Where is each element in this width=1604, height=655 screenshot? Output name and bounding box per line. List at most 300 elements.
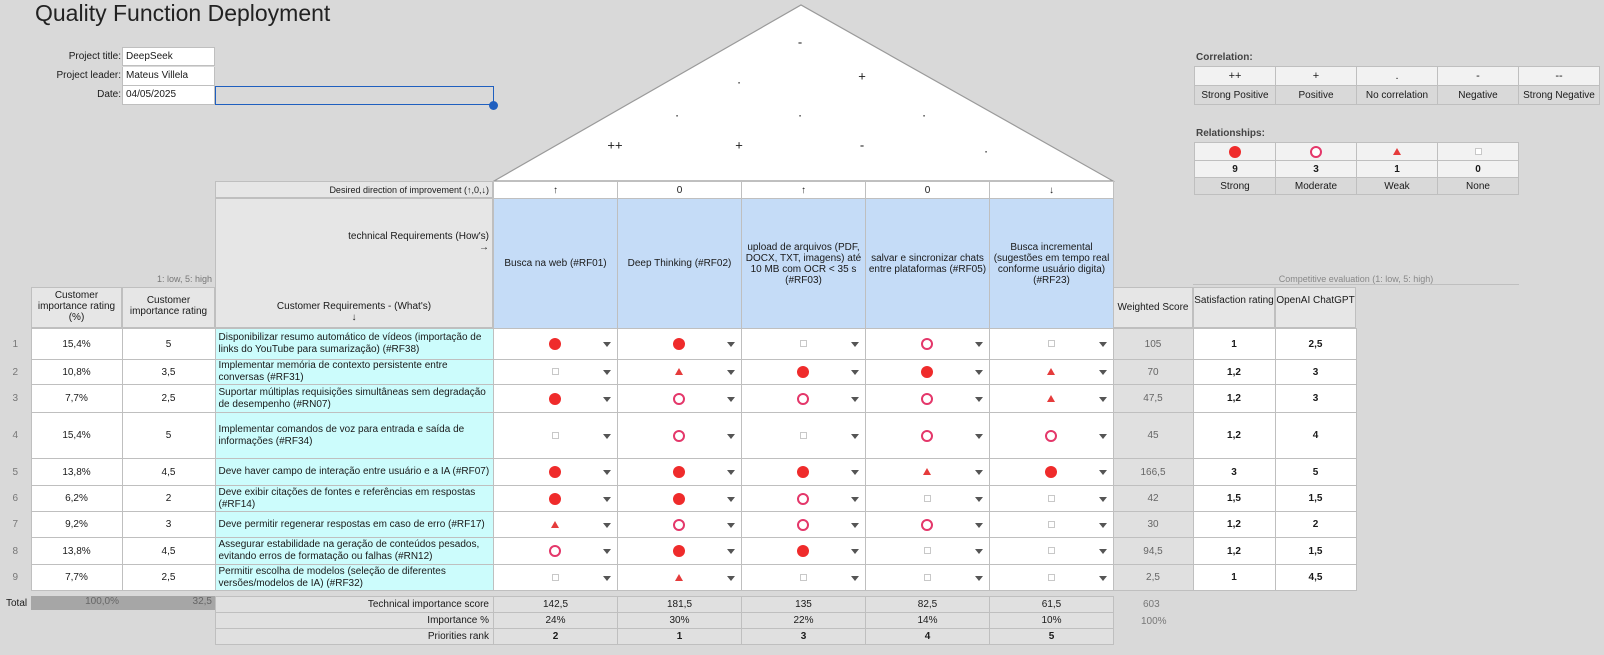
roof-symbol[interactable]: - [859, 137, 865, 153]
no-relationship-icon [1048, 521, 1055, 528]
satisfaction-cell[interactable]: 1 [1193, 565, 1275, 591]
table-row [0, 329, 1356, 360]
tech-pct: 14% [866, 613, 990, 629]
chevron-down-icon[interactable] [1099, 370, 1107, 375]
date-field[interactable]: 04/05/2025 [122, 86, 215, 105]
roof-symbol[interactable]: - [797, 34, 803, 50]
chevron-down-icon[interactable] [1099, 342, 1107, 347]
tech-pct: 10% [990, 613, 1114, 629]
chevron-down-icon[interactable] [851, 523, 859, 528]
selected-cell-range[interactable] [215, 86, 494, 105]
relationship-cell[interactable] [617, 459, 741, 486]
chevron-down-icon[interactable] [1099, 470, 1107, 475]
moderate-relationship-icon [797, 519, 809, 531]
relationship-cell[interactable] [865, 385, 989, 413]
relationship-cell[interactable] [741, 538, 865, 565]
relationship-cell[interactable] [989, 565, 1113, 591]
roof-symbol[interactable]: ++ [607, 137, 623, 153]
chevron-down-icon[interactable] [603, 470, 611, 475]
chevron-down-icon[interactable] [727, 434, 735, 439]
direction-cell[interactable]: ↑ [742, 182, 866, 199]
importance-cell[interactable]: 4,5 [122, 459, 215, 486]
total-pct: 100,0% [31, 596, 122, 610]
relationships-legend [1194, 142, 1519, 195]
relationship-cell[interactable] [493, 413, 617, 459]
weighted-header: Weighted Score [1113, 287, 1193, 328]
no-relationship-icon [1475, 148, 1482, 155]
competitor-cell[interactable]: 3 [1275, 385, 1356, 413]
requirements-header [215, 198, 493, 328]
strong-relationship-icon [673, 493, 685, 505]
no-relationship-icon [552, 432, 559, 439]
no-relationship-icon [800, 340, 807, 347]
relationship-cell[interactable] [493, 360, 617, 385]
chevron-down-icon[interactable] [727, 342, 735, 347]
importance-cell[interactable]: 5 [122, 329, 215, 360]
priorities-label: Priorities rank [216, 629, 494, 645]
row-number: 6 [12, 493, 19, 504]
customer-requirement-cell[interactable]: Suportar múltiplas requisições simultâneas sem degradação de desempenho (#RN07) [215, 385, 493, 413]
importance-cell[interactable]: 2 [122, 486, 215, 512]
project-leader-field[interactable]: Mateus Villela [122, 67, 215, 86]
moderate-relationship-icon [797, 493, 809, 505]
strong-relationship-icon [921, 366, 933, 378]
technical-label [348, 231, 489, 253]
chevron-down-icon[interactable] [851, 434, 859, 439]
importance-header: Customer importance rating [122, 287, 215, 328]
correlation-roof [493, 4, 1115, 182]
relationship-cell[interactable] [617, 565, 741, 591]
strong-relationship-icon [797, 366, 809, 378]
no-relationship-icon [924, 574, 931, 581]
importance-pct-label: Importance % [216, 613, 494, 629]
total-label: Total [6, 598, 28, 609]
no-relationship-icon [1048, 495, 1055, 502]
satisfaction-cell[interactable]: 1 [1193, 329, 1275, 360]
customer-requirement-cell[interactable]: Implementar memória de contexto persistente entre conversas (#RF31) [215, 360, 493, 385]
weighted-score-cell: 45 [1113, 413, 1193, 459]
satisfaction-cell[interactable]: 1,2 [1193, 538, 1275, 565]
competitor-cell[interactable]: 4 [1275, 413, 1356, 459]
chevron-down-icon[interactable] [727, 370, 735, 375]
relationship-cell[interactable] [865, 538, 989, 565]
relationship-cell[interactable] [865, 512, 989, 538]
summary-table [215, 596, 1114, 645]
correlation-legend [1194, 66, 1600, 105]
row-number: 7 [12, 519, 19, 530]
relationship-cell[interactable] [989, 360, 1113, 385]
relationship-cell[interactable] [989, 385, 1113, 413]
tech-score: 142,5 [494, 597, 618, 613]
tech-req-cell[interactable]: Busca na web (#RF01) [494, 199, 618, 329]
down-arrow-icon: ↓ [351, 312, 357, 323]
table-row [0, 538, 1356, 565]
roof-symbol[interactable]: . [922, 104, 926, 120]
relationship-cell[interactable] [493, 385, 617, 413]
chevron-down-icon[interactable] [603, 434, 611, 439]
satisfaction-cell[interactable]: 1,2 [1193, 360, 1275, 385]
chevron-down-icon[interactable] [603, 397, 611, 402]
scale-note: 1: low, 5: high [156, 274, 212, 284]
technical-text: technical Requirements (How's) [348, 231, 489, 242]
strong-relationship-icon [1045, 466, 1057, 478]
strong-relationship-icon [797, 545, 809, 557]
chevron-down-icon[interactable] [1099, 523, 1107, 528]
importance-cell[interactable]: 2,5 [122, 385, 215, 413]
chevron-down-icon[interactable] [1099, 397, 1107, 402]
chevron-down-icon[interactable] [851, 397, 859, 402]
qfd-matrix [0, 328, 1357, 591]
priority-rank: 4 [866, 629, 990, 645]
technical-requirements-row [493, 198, 1114, 329]
chevron-down-icon[interactable] [975, 523, 983, 528]
customer-requirement-cell[interactable]: Deve exibir citações de fontes e referências em respostas (#RF14) [215, 486, 493, 512]
relationship-cell[interactable] [865, 329, 989, 360]
legend-label: Positive [1276, 86, 1357, 105]
project-leader-label: Project leader: [56, 70, 121, 81]
competitor-cell[interactable]: 1,5 [1275, 538, 1356, 565]
moderate-relationship-icon [673, 393, 685, 405]
chevron-down-icon[interactable] [603, 370, 611, 375]
competitor-cell[interactable]: 4,5 [1275, 565, 1356, 591]
chevron-down-icon[interactable] [727, 497, 735, 502]
table-row [0, 565, 1356, 591]
direction-cell[interactable]: 0 [618, 182, 742, 199]
direction-label: Desired direction of improvement (↑,0,↓) [215, 181, 493, 198]
competitor-cell[interactable]: 2 [1275, 512, 1356, 538]
customer-requirement-cell[interactable]: Permitir escolha de modelos (seleção de diferentes versões/modelos de IA) (#RF32) [215, 565, 493, 591]
satisfaction-cell[interactable]: 1,2 [1193, 512, 1275, 538]
row-number: 1 [12, 338, 19, 350]
competitor-cell[interactable]: 5 [1275, 459, 1356, 486]
relationship-cell[interactable] [741, 565, 865, 591]
priority-rank: 1 [618, 629, 742, 645]
importance-cell[interactable]: 4,5 [122, 538, 215, 565]
importance-cell[interactable]: 5 [122, 413, 215, 459]
chevron-down-icon[interactable] [1099, 549, 1107, 554]
relationship-cell[interactable] [741, 459, 865, 486]
negative-symbol: - [1438, 67, 1519, 86]
competitor-cell[interactable]: 3 [1275, 360, 1356, 385]
priority-rank: 5 [990, 629, 1114, 645]
moderate-relationship-icon [673, 519, 685, 531]
relationship-cell[interactable] [741, 512, 865, 538]
relationship-cell[interactable] [493, 512, 617, 538]
legend-label: Moderate [1276, 178, 1357, 195]
total-importance: 32,5 [122, 596, 215, 610]
strong-relationship-icon [1229, 146, 1241, 158]
relationship-cell[interactable] [865, 360, 989, 385]
importance-cell[interactable]: 2,5 [122, 565, 215, 591]
competitive-label: Competitive evaluation (1: low, 5: high) [1193, 274, 1519, 285]
weak-relationship-icon [551, 521, 559, 528]
weighted-score-cell: 105 [1113, 329, 1193, 360]
legend-value: 1 [1357, 161, 1438, 178]
moderate-relationship-icon [1045, 430, 1057, 442]
chevron-down-icon[interactable] [975, 470, 983, 475]
competitor-cell[interactable]: 2,5 [1275, 329, 1356, 360]
no-relationship-icon [800, 432, 807, 439]
moderate-relationship-icon [921, 519, 933, 531]
chevron-down-icon[interactable] [603, 523, 611, 528]
project-title-label: Project title: [68, 51, 121, 62]
relationship-cell[interactable] [741, 329, 865, 360]
direction-cell[interactable]: ↓ [990, 182, 1114, 199]
importance-pct-cell[interactable]: 7,7% [31, 565, 122, 591]
chevron-down-icon[interactable] [1099, 576, 1107, 581]
moderate-relationship-icon [921, 338, 933, 350]
tech-pct: 22% [742, 613, 866, 629]
weighted-score-cell: 70 [1113, 360, 1193, 385]
weighted-score-cell: 30 [1113, 512, 1193, 538]
legend-label: Weak [1357, 178, 1438, 195]
importance-pct-cell[interactable]: 13,8% [31, 459, 122, 486]
legend-label: None [1438, 178, 1519, 195]
weak-relationship-icon [1047, 395, 1055, 402]
legend-label: No correlation [1357, 86, 1438, 105]
relationship-cell[interactable] [617, 538, 741, 565]
weighted-score-cell: 166,5 [1113, 459, 1193, 486]
roof-symbol[interactable]: . [675, 104, 679, 120]
relationship-cell[interactable] [617, 385, 741, 413]
importance-cell[interactable]: 3 [122, 512, 215, 538]
legend-label: Negative [1438, 86, 1519, 105]
legend-label: Strong Positive [1195, 86, 1276, 105]
satisfaction-cell[interactable]: 1,5 [1193, 486, 1275, 512]
customer-label [216, 301, 492, 323]
row-number: 3 [12, 393, 19, 404]
relationship-cell[interactable] [617, 512, 741, 538]
relationship-cell[interactable] [493, 486, 617, 512]
weighted-score-cell: 47,5 [1113, 385, 1193, 413]
table-row [0, 512, 1356, 538]
relationship-cell[interactable] [617, 486, 741, 512]
importance-pct-cell[interactable]: 10,8% [31, 360, 122, 385]
customer-text: Customer Requirements - (What's) [276, 301, 432, 312]
table-row [0, 413, 1356, 459]
chevron-down-icon[interactable] [975, 397, 983, 402]
customer-requirement-cell[interactable]: Deve permitir regenerar respostas em caso de erro (#RF17) [215, 512, 493, 538]
weighted-score-cell: 42 [1113, 486, 1193, 512]
row-number: 9 [12, 572, 19, 583]
no-relationship-icon [552, 574, 559, 581]
chevron-down-icon[interactable] [975, 576, 983, 581]
roof-symbol[interactable]: + [735, 137, 743, 153]
strong-relationship-icon [549, 338, 561, 350]
relationship-cell[interactable] [865, 565, 989, 591]
relationship-cell[interactable] [617, 413, 741, 459]
importance-pct-header: Customer importance rating (%) [31, 287, 122, 328]
strong-relationship-icon [673, 545, 685, 557]
strong-relationship-icon [673, 338, 685, 350]
chevron-down-icon[interactable] [727, 470, 735, 475]
chevron-down-icon[interactable] [851, 470, 859, 475]
strong-negative-symbol: -- [1519, 67, 1600, 86]
relationship-cell[interactable] [989, 538, 1113, 565]
importance-pct-cell[interactable]: 7,7% [31, 385, 122, 413]
legend-label: Strong Negative [1519, 86, 1600, 105]
satisfaction-cell[interactable]: 3 [1193, 459, 1275, 486]
customer-requirement-cell[interactable]: Disponibilizar resumo automático de vídeos (importação de links do YouTube para sumarização) (#RF38) [215, 329, 493, 360]
no-relationship-icon [800, 574, 807, 581]
relationship-cell[interactable] [493, 329, 617, 360]
customer-requirement-cell[interactable]: Deve haver campo de interação entre usuário e a IA (#RF07) [215, 459, 493, 486]
row-number: 8 [12, 545, 19, 557]
chevron-down-icon[interactable] [851, 370, 859, 375]
relationship-cell[interactable] [865, 413, 989, 459]
weak-relationship-icon [1047, 368, 1055, 375]
strong-relationship-icon [797, 466, 809, 478]
weighted-score-cell: 2,5 [1113, 565, 1193, 591]
no-relationship-icon [1048, 547, 1055, 554]
page-title: Quality Function Deployment [35, 0, 331, 26]
strong-relationship-icon [673, 466, 685, 478]
importance-pct-cell[interactable]: 6,2% [31, 486, 122, 512]
chevron-down-icon[interactable] [603, 549, 611, 554]
relationship-cell[interactable] [741, 486, 865, 512]
right-arrow-icon: → [479, 242, 489, 253]
relationship-cell[interactable] [493, 538, 617, 565]
relationship-cell[interactable] [865, 459, 989, 486]
relationship-cell[interactable] [865, 486, 989, 512]
chevron-down-icon[interactable] [975, 549, 983, 554]
relationship-cell[interactable] [989, 413, 1113, 459]
chevron-down-icon[interactable] [851, 497, 859, 502]
tech-req-cell[interactable]: Deep Thinking (#RF02) [618, 199, 742, 329]
direction-cell[interactable]: ↑ [494, 182, 618, 199]
moderate-relationship-icon [1310, 146, 1322, 158]
roof-symbol[interactable]: . [984, 140, 988, 156]
weak-relationship-icon [1393, 148, 1401, 155]
weak-relationship-icon [675, 368, 683, 375]
chevron-down-icon[interactable] [851, 549, 859, 554]
importance-pct-cell[interactable]: 15,4% [31, 329, 122, 360]
relationship-cell[interactable] [989, 512, 1113, 538]
strong-relationship-icon [549, 393, 561, 405]
positive-symbol: + [1276, 67, 1357, 86]
customer-requirement-cell[interactable]: Implementar comandos de voz para entrada e saída de informações (#RF34) [215, 413, 493, 459]
direction-cell[interactable]: 0 [866, 182, 990, 199]
chevron-down-icon[interactable] [975, 342, 983, 347]
legend-value: 0 [1438, 161, 1519, 178]
row-number: 5 [12, 466, 19, 478]
tech-pct: 30% [618, 613, 742, 629]
relationship-cell[interactable] [617, 360, 741, 385]
relationship-cell[interactable] [617, 329, 741, 360]
chevron-down-icon[interactable] [603, 342, 611, 347]
relationship-cell[interactable] [989, 329, 1113, 360]
row-number: 4 [12, 430, 19, 441]
moderate-relationship-icon [921, 430, 933, 442]
importance-pct-cell[interactable]: 9,2% [31, 512, 122, 538]
no-relationship-icon [1048, 574, 1055, 581]
table-row [0, 360, 1356, 385]
date-label: Date: [97, 89, 121, 100]
relationship-cell[interactable] [493, 459, 617, 486]
satisfaction-header: Satisfaction rating [1193, 287, 1275, 328]
importance-pct-cell[interactable]: 15,4% [31, 413, 122, 459]
weak-relationship-icon [675, 574, 683, 581]
moderate-relationship-icon [921, 393, 933, 405]
relationship-cell[interactable] [741, 413, 865, 459]
chevron-down-icon[interactable] [727, 549, 735, 554]
chevron-down-icon[interactable] [603, 497, 611, 502]
chevron-down-icon[interactable] [851, 342, 859, 347]
tech-req-cell[interactable]: Busca incremental (sugestões em tempo real conforme usuário digita) (#RF23) [990, 199, 1114, 329]
no-relationship-icon [924, 495, 931, 502]
priority-rank: 2 [494, 629, 618, 645]
chevron-down-icon[interactable] [975, 497, 983, 502]
weighted-total-pct: 100% [1141, 616, 1167, 627]
tech-req-cell[interactable]: upload de arquivos (PDF, DOCX, TXT, imagens) até 10 MB com OCR < 35 s (#RF03) [742, 199, 866, 329]
satisfaction-cell[interactable]: 1,2 [1193, 413, 1275, 459]
weighted-score-cell: 94,5 [1113, 538, 1193, 565]
relationship-cell[interactable] [493, 565, 617, 591]
chevron-down-icon[interactable] [603, 576, 611, 581]
chevron-down-icon[interactable] [1099, 497, 1107, 502]
tech-score: 181,5 [618, 597, 742, 613]
priority-rank: 3 [742, 629, 866, 645]
chevron-down-icon[interactable] [727, 397, 735, 402]
relationship-cell[interactable] [989, 486, 1113, 512]
strong-relationship-icon [549, 493, 561, 505]
direction-row [493, 181, 1114, 199]
chevron-down-icon[interactable] [727, 523, 735, 528]
roof-symbol[interactable]: . [798, 104, 802, 120]
importance-cell[interactable]: 3,5 [122, 360, 215, 385]
legend-label: Strong [1195, 178, 1276, 195]
customer-requirement-cell[interactable]: Assegurar estabilidade na geração de conteúdos pesados, evitando erros de formatação ou falhas (#RN12) [215, 538, 493, 565]
project-title-field[interactable]: DeepSeek [122, 47, 215, 66]
chevron-down-icon[interactable] [851, 576, 859, 581]
chevron-down-icon[interactable] [975, 434, 983, 439]
tech-score: 82,5 [866, 597, 990, 613]
legend-value: 3 [1276, 161, 1357, 178]
tech-score: 135 [742, 597, 866, 613]
correlation-title: Correlation: [1196, 52, 1253, 63]
competitor-cell[interactable]: 1,5 [1275, 486, 1356, 512]
weighted-total: 603 [1143, 599, 1160, 610]
table-row [0, 459, 1356, 486]
roof-symbol[interactable]: + [858, 68, 866, 84]
no-relationship-icon [1048, 340, 1055, 347]
strong-positive-symbol: ++ [1195, 67, 1276, 86]
roof-symbol[interactable]: . [737, 71, 741, 87]
tech-score-label: Technical importance score [216, 597, 494, 613]
chevron-down-icon[interactable] [727, 576, 735, 581]
no-correlation-symbol: . [1357, 67, 1438, 86]
chevron-down-icon[interactable] [975, 370, 983, 375]
no-relationship-icon [924, 547, 931, 554]
no-relationship-icon [552, 368, 559, 375]
relationship-cell[interactable] [741, 360, 865, 385]
relationships-title: Relationships: [1196, 128, 1265, 139]
moderate-relationship-icon [549, 545, 561, 557]
relationship-cell[interactable] [741, 385, 865, 413]
strong-relationship-icon [549, 466, 561, 478]
moderate-relationship-icon [673, 430, 685, 442]
satisfaction-cell[interactable]: 1,2 [1193, 385, 1275, 413]
legend-value: 9 [1195, 161, 1276, 178]
relationship-cell[interactable] [989, 459, 1113, 486]
moderate-relationship-icon [797, 393, 809, 405]
tech-pct: 24% [494, 613, 618, 629]
competitor-header: OpenAI ChatGPT [1275, 287, 1356, 328]
weak-relationship-icon [923, 468, 931, 475]
chevron-down-icon[interactable] [1099, 434, 1107, 439]
tech-req-cell[interactable]: salvar e sincronizar chats entre plataformas (#RF05) [866, 199, 990, 329]
importance-pct-cell[interactable]: 13,8% [31, 538, 122, 565]
